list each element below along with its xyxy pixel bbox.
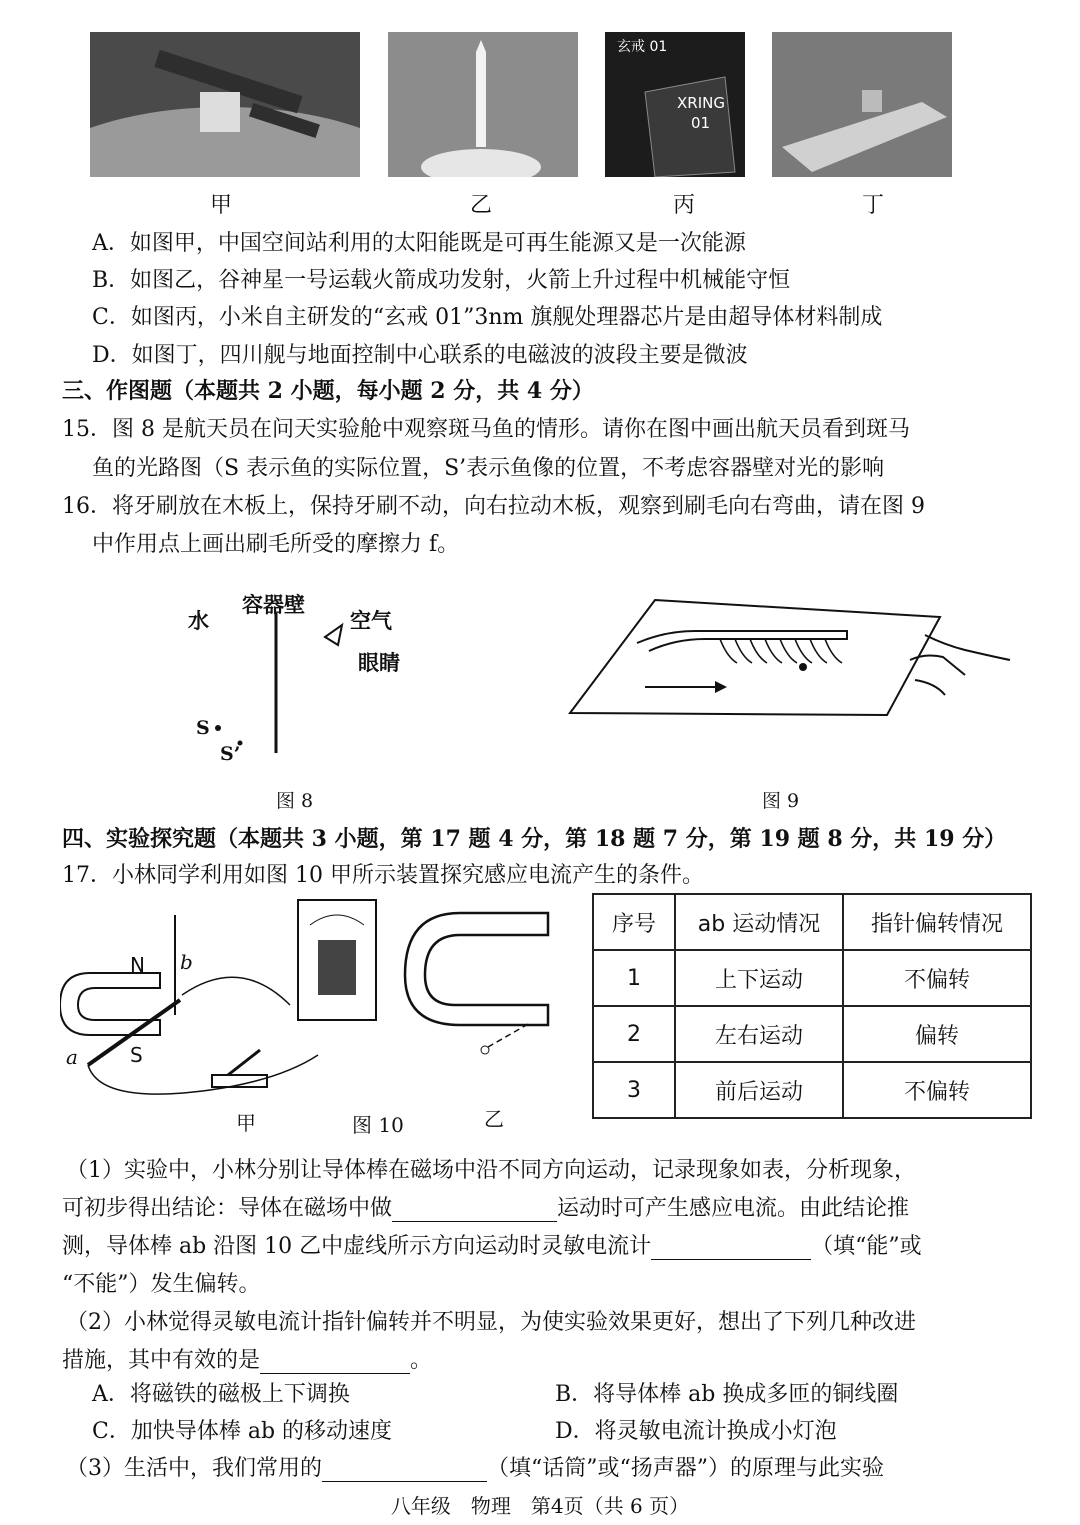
photo-ship bbox=[772, 32, 952, 177]
section3-title: 三、作图题（本题共 2 小题，每小题 2 分，共 4 分） bbox=[62, 378, 594, 404]
q16-line2: 中作用点上画出刷毛所受的摩擦力 f。 bbox=[92, 532, 460, 557]
table-cell: 不偏转 bbox=[843, 1062, 1031, 1118]
ship-image bbox=[772, 32, 952, 177]
q17-part1-line1: （1）实验中，小林分别让导体棒在磁场中沿不同方向运动，记录现象如表，分析现象， bbox=[66, 1158, 916, 1183]
section4-title: 四、实验探究题（本题共 3 小题，第 17 题 4 分，第 18 题 7 分，第 19 题 8 分，共 19 分） bbox=[62, 826, 1007, 852]
q17-part1-text-d: （填“能”或 bbox=[811, 1234, 922, 1259]
q17-part1-text-b: 运动时可产生感应电流。由此结论推 bbox=[557, 1196, 910, 1221]
table-cell: 不偏转 bbox=[843, 950, 1031, 1006]
answer-blank-2[interactable] bbox=[651, 1237, 811, 1260]
table-cell: 3 bbox=[593, 1062, 675, 1118]
table-cell: 偏转 bbox=[843, 1006, 1031, 1062]
figure-8-caption: 图 8 bbox=[276, 790, 314, 812]
page-footer: 八年级 物理 第4页（共 6 页） bbox=[390, 1494, 690, 1518]
answer-blank-1[interactable] bbox=[392, 1199, 557, 1222]
galvanometer-coil bbox=[318, 940, 356, 995]
q15-line1: 15．图 8 是航天员在问天实验舱中观察斑马鱼的情形。请你在图中画出航天员看到斑马 bbox=[62, 417, 910, 442]
q17-option-b: B．将导体棒 ab 换成多匝的铜线圈 bbox=[555, 1382, 899, 1407]
figure-9 bbox=[565, 595, 1015, 725]
toothbrush bbox=[637, 631, 847, 651]
rocket-image bbox=[388, 32, 578, 177]
label-water: 水 bbox=[188, 608, 209, 633]
photo-chip bbox=[605, 32, 745, 177]
photo-label-yi: 乙 bbox=[470, 193, 493, 218]
table-cell: 左右运动 bbox=[675, 1006, 843, 1062]
q14-option-d: D．如图丁，四川舰与地面控制中心联系的电磁波的波段主要是微波 bbox=[92, 343, 748, 368]
label-air: 空气 bbox=[350, 608, 392, 633]
q17-part3-text-b: （填“话筒”或“扬声器”）的原理与此实验 bbox=[487, 1456, 884, 1481]
eye-icon bbox=[325, 625, 342, 645]
table-cell: 上下运动 bbox=[675, 950, 843, 1006]
q14-option-c: C．如图丙，小米自主研发的“玄戒 01”3nm 旗舰处理器芯片是由超导体材料制成 bbox=[92, 305, 883, 330]
chip-brand: XRING bbox=[677, 94, 725, 112]
q17-part2-line2 bbox=[62, 1343, 432, 1374]
figure-10 bbox=[60, 895, 560, 1140]
table-header-deflection: 指针偏转情况 bbox=[843, 894, 1031, 950]
figure-10-caption: 图 10 bbox=[352, 1113, 404, 1137]
photo-space-station bbox=[90, 32, 360, 177]
wooden-board bbox=[570, 600, 940, 715]
table-row bbox=[593, 1062, 1031, 1118]
table-row bbox=[593, 950, 1031, 1006]
q15-line2: 鱼的光路图（S 表示鱼的实际位置，S’表示鱼像的位置，不考虑容器壁对光的影响 bbox=[92, 456, 885, 481]
q17-part2-text-b: 。 bbox=[410, 1348, 433, 1373]
photo-rocket bbox=[388, 32, 578, 177]
table-header-row bbox=[593, 894, 1031, 950]
q17-part1-line2 bbox=[62, 1191, 909, 1222]
figure-9-caption: 图 9 bbox=[762, 790, 800, 812]
q17-part1-text-a: 可初步得出结论：导体在磁场中做 bbox=[62, 1196, 393, 1221]
photo-label-ding: 丁 bbox=[862, 193, 885, 218]
force-point bbox=[799, 663, 807, 671]
q16-line1: 16．将牙刷放在木板上，保持牙刷不动，向右拉动木板，观察到刷毛向右弯曲，请在图 9 bbox=[62, 494, 925, 519]
experiment-table bbox=[592, 893, 1032, 1119]
q17-option-a: A．将磁铁的磁极上下调换 bbox=[92, 1382, 350, 1407]
label-n: N bbox=[130, 953, 145, 977]
q17-intro: 17．小林同学利用如图 10 甲所示装置探究感应电流产生的条件。 bbox=[62, 863, 704, 888]
label-container-wall: 容器壁 bbox=[242, 592, 305, 617]
figure-9-drawing bbox=[565, 595, 1015, 725]
table-cell: 2 bbox=[593, 1006, 675, 1062]
q17-part1-line3 bbox=[62, 1229, 922, 1260]
label-a: a bbox=[66, 1045, 78, 1069]
u-magnet-yi bbox=[405, 913, 548, 1025]
label-s-pole: S bbox=[130, 1043, 143, 1067]
label-s: S bbox=[196, 717, 210, 739]
label-s-prime: S’ bbox=[220, 743, 241, 765]
photo-label-jia: 甲 bbox=[210, 193, 233, 218]
label-jia: 甲 bbox=[236, 1111, 256, 1135]
table-header-index: 序号 bbox=[593, 894, 675, 950]
table-cell: 前后运动 bbox=[675, 1062, 843, 1118]
figure-8 bbox=[180, 585, 430, 785]
label-eye: 眼睛 bbox=[358, 650, 400, 675]
space-station-image bbox=[90, 32, 360, 177]
fish-position-dot bbox=[215, 725, 221, 731]
table-row bbox=[593, 1006, 1031, 1062]
table-header-motion: ab 运动情况 bbox=[675, 894, 843, 950]
q17-part2-text-a: 措施，其中有效的是 bbox=[62, 1348, 261, 1373]
q17-part3-line1 bbox=[66, 1451, 884, 1482]
bristles bbox=[720, 639, 842, 663]
label-b: b bbox=[180, 950, 193, 974]
answer-blank-4[interactable] bbox=[322, 1459, 487, 1482]
chip-title: 玄戒 01 bbox=[617, 39, 668, 55]
q17-part2-line1: （2）小林觉得灵敏电流计指针偏转并不明显，为使实验效果更好，想出了下列几种改进 bbox=[66, 1310, 916, 1335]
q14-option-b: B．如图乙，谷神星一号运载火箭成功发射，火箭上升过程中机械能守恒 bbox=[92, 268, 791, 293]
answer-blank-3[interactable] bbox=[260, 1351, 410, 1374]
q17-part1-text-c: 测，导体棒 ab 沿图 10 乙中虚线所示方向运动时灵敏电流计 bbox=[62, 1234, 652, 1259]
photo-label-bing: 丙 bbox=[673, 193, 696, 218]
label-yi: 乙 bbox=[484, 1107, 504, 1131]
table-cell: 1 bbox=[593, 950, 675, 1006]
motion-dashed-line bbox=[488, 1023, 530, 1047]
figure-8-drawing bbox=[180, 585, 430, 785]
q17-part1-line4: “不能”）发生偏转。 bbox=[62, 1272, 261, 1297]
q17-part3-text-a: （3）生活中，我们常用的 bbox=[66, 1456, 322, 1481]
chip-model: 01 bbox=[691, 114, 711, 132]
q14-option-a: A．如图甲，中国空间站利用的太阳能既是可再生能源又是一次能源 bbox=[92, 231, 746, 256]
q17-option-c: C．加快导体棒 ab 的移动速度 bbox=[92, 1419, 393, 1444]
q17-option-d: D．将灵敏电流计换成小灯泡 bbox=[555, 1419, 837, 1444]
